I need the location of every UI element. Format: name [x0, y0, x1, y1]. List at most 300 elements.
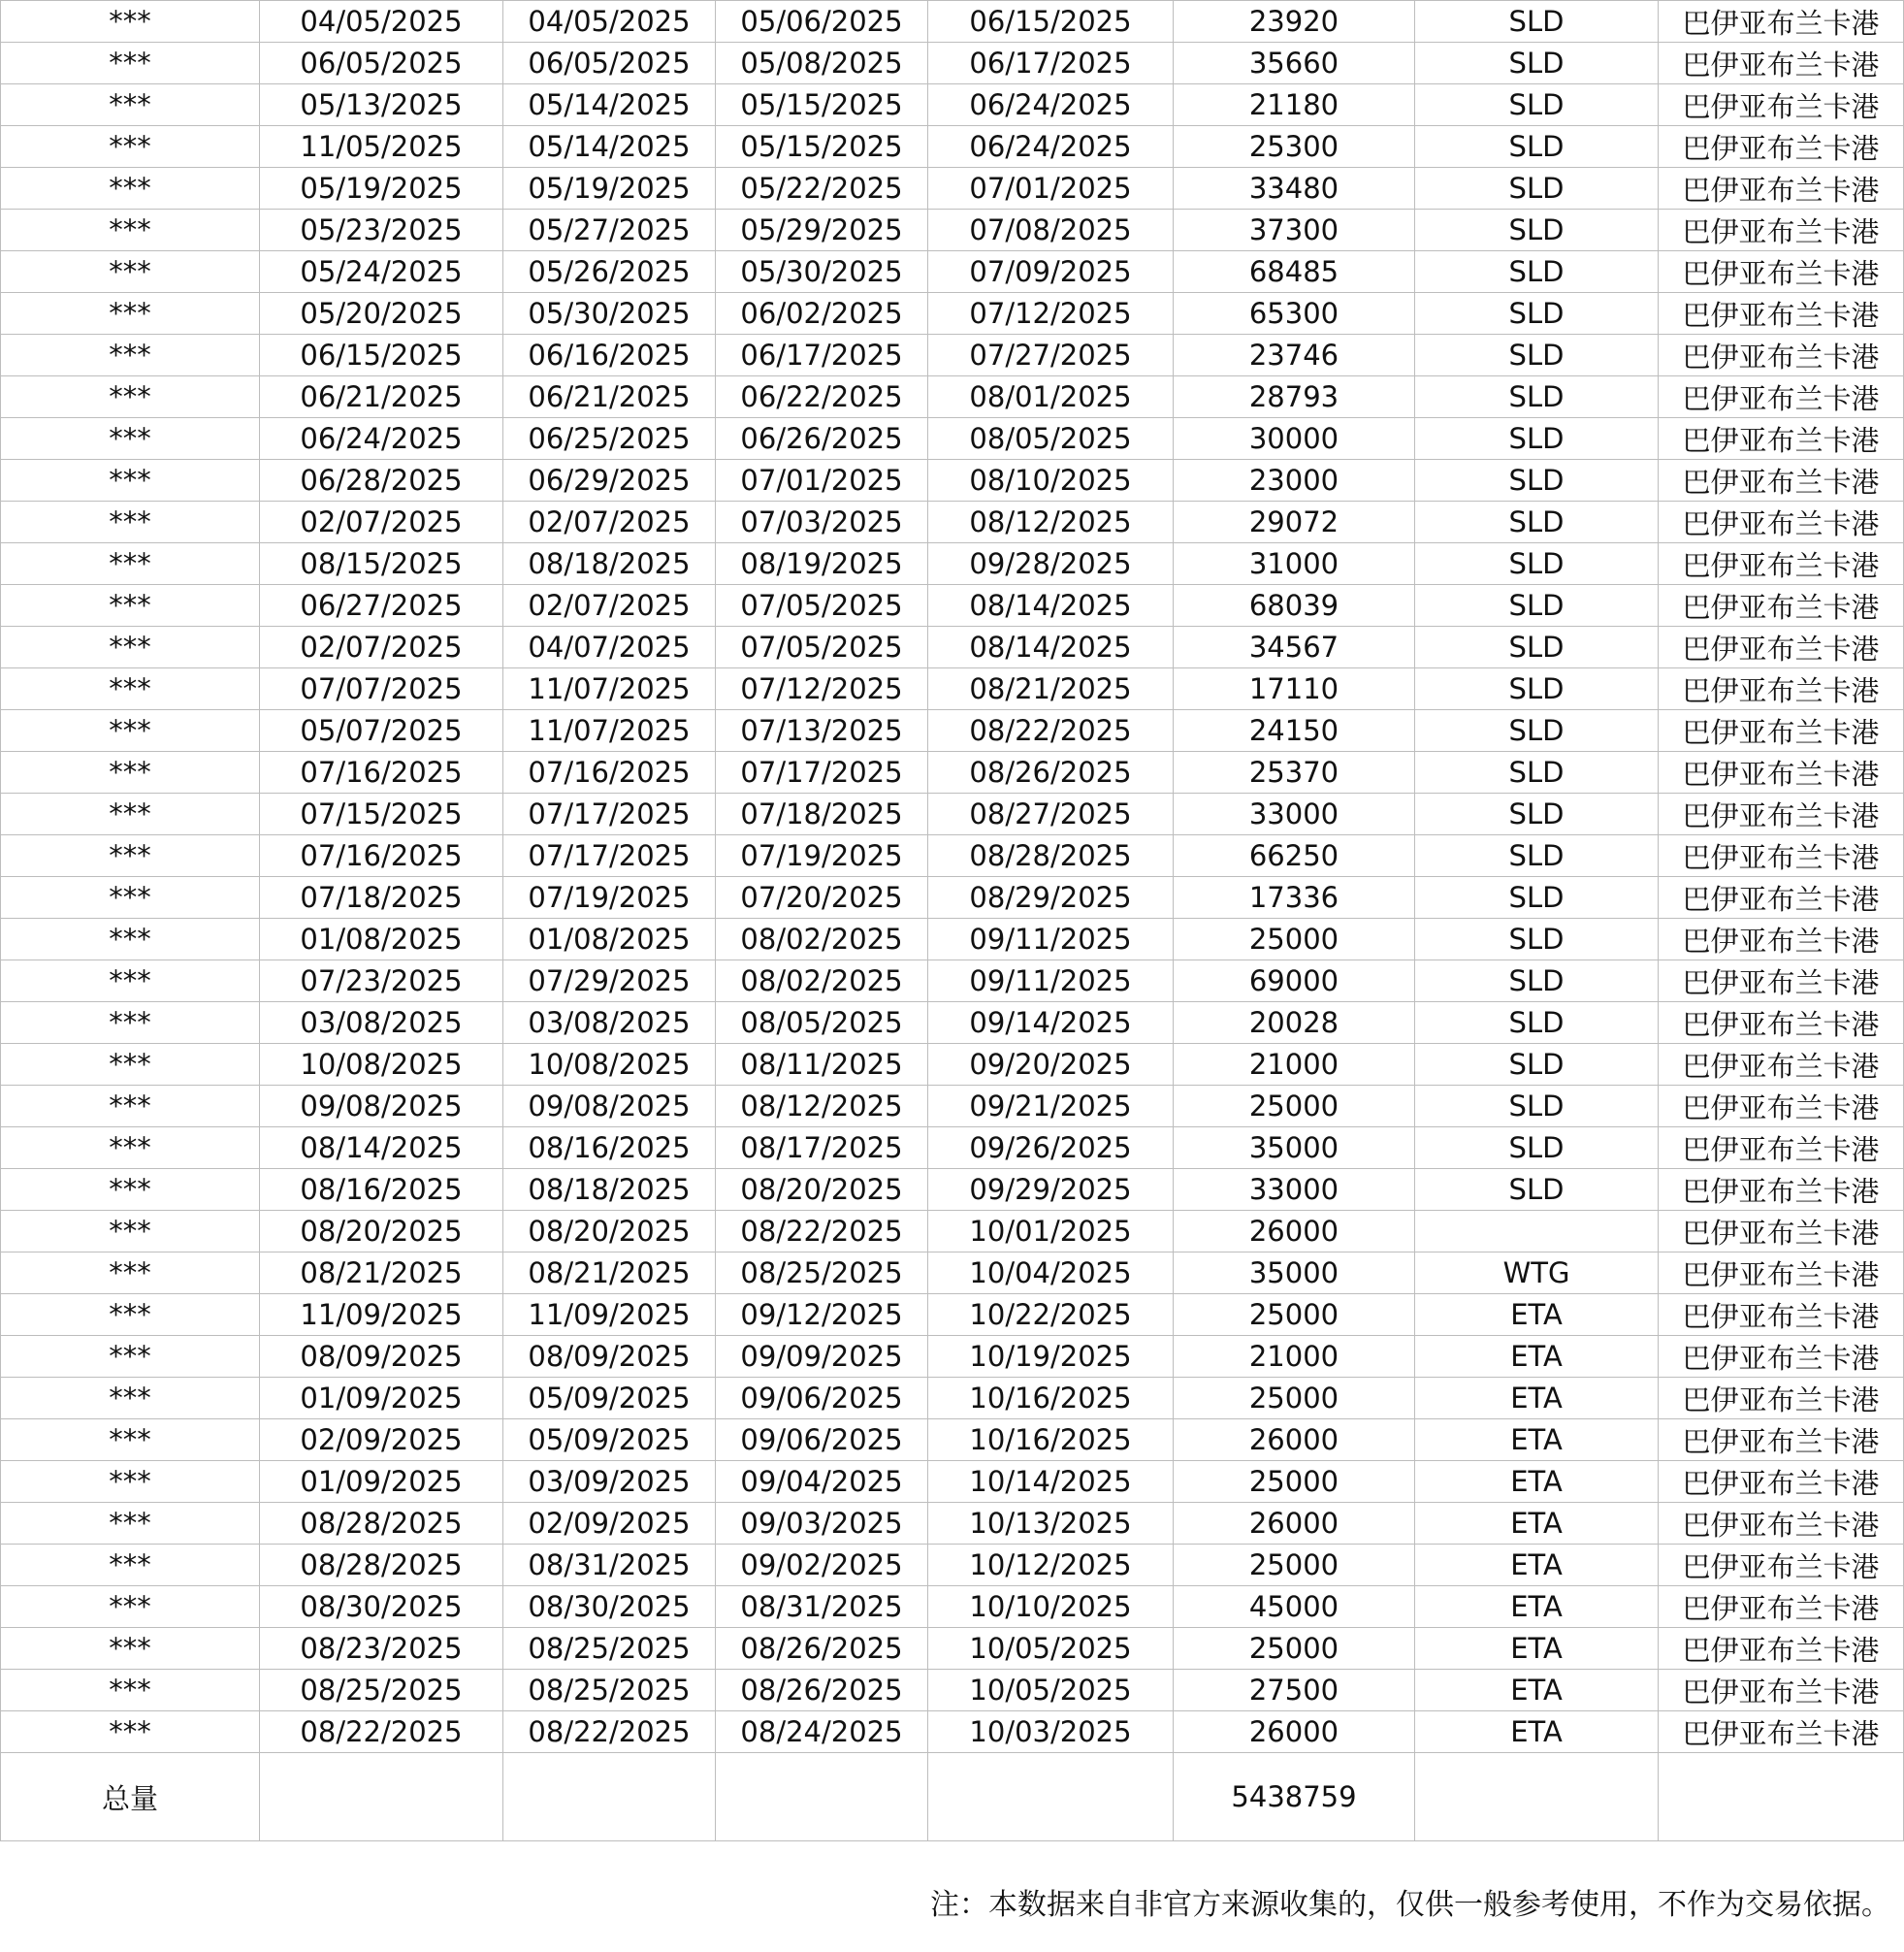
date-1-cell: 07/07/2025 — [260, 668, 503, 710]
status-cell: SLD — [1415, 919, 1659, 960]
table-row — [1, 877, 1904, 919]
masked-id-cell: *** — [1, 710, 260, 752]
port-cell: 巴伊亚布兰卡港 — [1659, 460, 1904, 502]
table-row — [1, 835, 1904, 877]
masked-id-cell: *** — [1, 502, 260, 543]
table-row — [1, 376, 1904, 418]
quantity-cell: 21180 — [1174, 84, 1415, 126]
date-4-cell: 09/14/2025 — [928, 1002, 1174, 1044]
table-row — [1, 1002, 1904, 1044]
date-3-cell: 08/31/2025 — [716, 1586, 928, 1628]
port-cell: 巴伊亚布兰卡港 — [1659, 960, 1904, 1002]
date-4-cell: 06/24/2025 — [928, 84, 1174, 126]
masked-id-cell: *** — [1, 1711, 260, 1753]
date-4-cell: 10/10/2025 — [928, 1586, 1174, 1628]
date-1-cell: 07/18/2025 — [260, 877, 503, 919]
date-4-cell: 07/27/2025 — [928, 335, 1174, 376]
date-1-cell: 09/08/2025 — [260, 1086, 503, 1127]
date-3-cell: 09/09/2025 — [716, 1336, 928, 1378]
quantity-cell: 20028 — [1174, 1002, 1415, 1044]
masked-id-cell: *** — [1, 1586, 260, 1628]
date-2-cell: 06/29/2025 — [503, 460, 716, 502]
quantity-cell: 17336 — [1174, 877, 1415, 919]
table-row — [1, 1044, 1904, 1086]
date-2-cell: 05/14/2025 — [503, 126, 716, 168]
date-2-cell: 03/09/2025 — [503, 1461, 716, 1503]
port-cell: 巴伊亚布兰卡港 — [1659, 1461, 1904, 1503]
date-4-cell: 10/16/2025 — [928, 1378, 1174, 1419]
date-2-cell: 02/07/2025 — [503, 585, 716, 627]
date-1-cell: 06/15/2025 — [260, 335, 503, 376]
date-2-cell: 02/07/2025 — [503, 502, 716, 543]
date-1-cell: 01/08/2025 — [260, 919, 503, 960]
date-2-cell: 05/09/2025 — [503, 1419, 716, 1461]
date-3-cell: 09/12/2025 — [716, 1294, 928, 1336]
status-cell: ETA — [1415, 1503, 1659, 1545]
quantity-cell: 45000 — [1174, 1586, 1415, 1628]
date-3-cell: 07/12/2025 — [716, 668, 928, 710]
port-cell: 巴伊亚布兰卡港 — [1659, 627, 1904, 668]
date-1-cell: 08/30/2025 — [260, 1586, 503, 1628]
status-cell: SLD — [1415, 1127, 1659, 1169]
date-2-cell: 04/07/2025 — [503, 627, 716, 668]
date-4-cell: 10/05/2025 — [928, 1628, 1174, 1670]
date-4-cell: 08/27/2025 — [928, 794, 1174, 835]
date-2-cell: 03/08/2025 — [503, 1002, 716, 1044]
quantity-cell: 35000 — [1174, 1127, 1415, 1169]
date-2-cell: 08/18/2025 — [503, 1169, 716, 1211]
masked-id-cell: *** — [1, 1503, 260, 1545]
table-row — [1, 627, 1904, 668]
status-cell: SLD — [1415, 1169, 1659, 1211]
date-3-cell: 08/24/2025 — [716, 1711, 928, 1753]
table-row — [1, 1670, 1904, 1711]
port-cell: 巴伊亚布兰卡港 — [1659, 1211, 1904, 1253]
date-4-cell: 10/16/2025 — [928, 1419, 1174, 1461]
date-4-cell: 10/14/2025 — [928, 1461, 1174, 1503]
table-row — [1, 84, 1904, 126]
masked-id-cell: *** — [1, 84, 260, 126]
date-3-cell: 05/06/2025 — [716, 1, 928, 43]
table-row — [1, 418, 1904, 460]
table-row — [1, 335, 1904, 376]
date-1-cell: 08/20/2025 — [260, 1211, 503, 1253]
status-cell: SLD — [1415, 335, 1659, 376]
masked-id-cell: *** — [1, 668, 260, 710]
total-quantity: 5438759 — [1174, 1753, 1415, 1841]
port-cell: 巴伊亚布兰卡港 — [1659, 1503, 1904, 1545]
masked-id-cell: *** — [1, 794, 260, 835]
date-3-cell: 07/19/2025 — [716, 835, 928, 877]
status-cell: SLD — [1415, 502, 1659, 543]
masked-id-cell: *** — [1, 1253, 260, 1294]
status-cell: SLD — [1415, 43, 1659, 84]
port-cell: 巴伊亚布兰卡港 — [1659, 585, 1904, 627]
date-4-cell: 10/05/2025 — [928, 1670, 1174, 1711]
total-empty-cell — [1415, 1753, 1659, 1841]
masked-id-cell: *** — [1, 293, 260, 335]
masked-id-cell: *** — [1, 960, 260, 1002]
date-1-cell: 06/21/2025 — [260, 376, 503, 418]
date-1-cell: 04/05/2025 — [260, 1, 503, 43]
table-row — [1, 1127, 1904, 1169]
status-cell: SLD — [1415, 1044, 1659, 1086]
date-1-cell: 08/22/2025 — [260, 1711, 503, 1753]
quantity-cell: 26000 — [1174, 1419, 1415, 1461]
date-3-cell: 05/29/2025 — [716, 210, 928, 251]
status-cell: SLD — [1415, 835, 1659, 877]
masked-id-cell: *** — [1, 585, 260, 627]
date-3-cell: 06/17/2025 — [716, 335, 928, 376]
status-cell: ETA — [1415, 1711, 1659, 1753]
port-cell: 巴伊亚布兰卡港 — [1659, 1002, 1904, 1044]
date-4-cell: 07/08/2025 — [928, 210, 1174, 251]
table-row — [1, 585, 1904, 627]
masked-id-cell: *** — [1, 1294, 260, 1336]
date-3-cell: 05/15/2025 — [716, 84, 928, 126]
date-3-cell: 07/03/2025 — [716, 502, 928, 543]
masked-id-cell: *** — [1, 376, 260, 418]
table-row — [1, 1253, 1904, 1294]
table-row — [1, 1503, 1904, 1545]
status-cell: SLD — [1415, 585, 1659, 627]
port-cell: 巴伊亚布兰卡港 — [1659, 1711, 1904, 1753]
port-cell: 巴伊亚布兰卡港 — [1659, 1253, 1904, 1294]
table-row — [1, 710, 1904, 752]
date-3-cell: 08/02/2025 — [716, 919, 928, 960]
masked-id-cell: *** — [1, 835, 260, 877]
status-cell: SLD — [1415, 126, 1659, 168]
quantity-cell: 35000 — [1174, 1253, 1415, 1294]
table-row — [1, 752, 1904, 794]
date-1-cell: 08/28/2025 — [260, 1503, 503, 1545]
table-row — [1, 1169, 1904, 1211]
status-cell: WTG — [1415, 1253, 1659, 1294]
status-cell: SLD — [1415, 210, 1659, 251]
table-row — [1, 1545, 1904, 1586]
quantity-cell: 26000 — [1174, 1711, 1415, 1753]
port-cell: 巴伊亚布兰卡港 — [1659, 919, 1904, 960]
date-2-cell: 08/09/2025 — [503, 1336, 716, 1378]
date-1-cell: 06/05/2025 — [260, 43, 503, 84]
quantity-cell: 25000 — [1174, 1628, 1415, 1670]
date-2-cell: 06/25/2025 — [503, 418, 716, 460]
status-cell: SLD — [1415, 752, 1659, 794]
date-2-cell: 05/26/2025 — [503, 251, 716, 293]
table-row — [1, 460, 1904, 502]
date-4-cell: 10/13/2025 — [928, 1503, 1174, 1545]
quantity-cell: 23746 — [1174, 335, 1415, 376]
date-1-cell: 07/16/2025 — [260, 835, 503, 877]
table-row — [1, 43, 1904, 84]
total-empty-cell — [716, 1753, 928, 1841]
total-label: 总量 — [1, 1753, 260, 1841]
date-3-cell: 09/04/2025 — [716, 1461, 928, 1503]
status-cell: SLD — [1415, 251, 1659, 293]
quantity-cell: 21000 — [1174, 1044, 1415, 1086]
date-1-cell: 06/24/2025 — [260, 418, 503, 460]
port-cell: 巴伊亚布兰卡港 — [1659, 376, 1904, 418]
masked-id-cell: *** — [1, 1545, 260, 1586]
date-1-cell: 02/07/2025 — [260, 502, 503, 543]
table-row — [1, 293, 1904, 335]
status-cell: SLD — [1415, 668, 1659, 710]
date-2-cell: 11/09/2025 — [503, 1294, 716, 1336]
total-empty-cell — [1659, 1753, 1904, 1841]
status-cell: SLD — [1415, 418, 1659, 460]
date-4-cell: 08/14/2025 — [928, 585, 1174, 627]
date-2-cell: 08/21/2025 — [503, 1253, 716, 1294]
masked-id-cell: *** — [1, 1002, 260, 1044]
quantity-cell: 23920 — [1174, 1, 1415, 43]
table-row — [1, 1, 1904, 43]
date-3-cell: 07/01/2025 — [716, 460, 928, 502]
date-2-cell: 04/05/2025 — [503, 1, 716, 43]
status-cell: SLD — [1415, 1002, 1659, 1044]
date-4-cell: 07/09/2025 — [928, 251, 1174, 293]
date-1-cell: 07/16/2025 — [260, 752, 503, 794]
table-row — [1, 1461, 1904, 1503]
port-cell: 巴伊亚布兰卡港 — [1659, 710, 1904, 752]
table-row — [1, 960, 1904, 1002]
date-1-cell: 05/13/2025 — [260, 84, 503, 126]
date-3-cell: 07/20/2025 — [716, 877, 928, 919]
date-2-cell: 06/16/2025 — [503, 335, 716, 376]
date-4-cell: 06/17/2025 — [928, 43, 1174, 84]
date-1-cell: 05/24/2025 — [260, 251, 503, 293]
date-4-cell: 10/22/2025 — [928, 1294, 1174, 1336]
quantity-cell: 68039 — [1174, 585, 1415, 627]
table-row — [1, 668, 1904, 710]
date-3-cell: 08/11/2025 — [716, 1044, 928, 1086]
port-cell: 巴伊亚布兰卡港 — [1659, 502, 1904, 543]
masked-id-cell: *** — [1, 126, 260, 168]
date-2-cell: 01/08/2025 — [503, 919, 716, 960]
status-cell: SLD — [1415, 710, 1659, 752]
date-3-cell: 08/05/2025 — [716, 1002, 928, 1044]
date-2-cell: 07/29/2025 — [503, 960, 716, 1002]
date-3-cell: 06/02/2025 — [716, 293, 928, 335]
date-2-cell: 11/07/2025 — [503, 710, 716, 752]
date-4-cell: 07/01/2025 — [928, 168, 1174, 210]
date-2-cell: 08/18/2025 — [503, 543, 716, 585]
table-row — [1, 1336, 1904, 1378]
total-empty-cell — [503, 1753, 716, 1841]
table-row — [1, 1628, 1904, 1670]
quantity-cell: 28793 — [1174, 376, 1415, 418]
port-cell: 巴伊亚布兰卡港 — [1659, 168, 1904, 210]
date-4-cell: 10/12/2025 — [928, 1545, 1174, 1586]
date-2-cell: 05/27/2025 — [503, 210, 716, 251]
date-2-cell: 08/22/2025 — [503, 1711, 716, 1753]
date-1-cell: 02/07/2025 — [260, 627, 503, 668]
masked-id-cell: *** — [1, 1378, 260, 1419]
disclaimer-note: 注：本数据来自非官方来源收集的，仅供一般参考使用，不作为交易依据。 — [930, 1888, 1890, 1922]
port-cell: 巴伊亚布兰卡港 — [1659, 1670, 1904, 1711]
port-cell: 巴伊亚布兰卡港 — [1659, 210, 1904, 251]
quantity-cell: 26000 — [1174, 1211, 1415, 1253]
port-cell: 巴伊亚布兰卡港 — [1659, 293, 1904, 335]
date-2-cell: 08/20/2025 — [503, 1211, 716, 1253]
masked-id-cell: *** — [1, 1169, 260, 1211]
quantity-cell: 17110 — [1174, 668, 1415, 710]
masked-id-cell: *** — [1, 1670, 260, 1711]
date-1-cell: 08/15/2025 — [260, 543, 503, 585]
port-cell: 巴伊亚布兰卡港 — [1659, 43, 1904, 84]
date-4-cell: 07/12/2025 — [928, 293, 1174, 335]
masked-id-cell: *** — [1, 1419, 260, 1461]
quantity-cell: 34567 — [1174, 627, 1415, 668]
quantity-cell: 25000 — [1174, 919, 1415, 960]
date-3-cell: 08/02/2025 — [716, 960, 928, 1002]
date-3-cell: 08/19/2025 — [716, 543, 928, 585]
status-cell: SLD — [1415, 627, 1659, 668]
date-2-cell: 08/25/2025 — [503, 1670, 716, 1711]
date-2-cell: 08/25/2025 — [503, 1628, 716, 1670]
date-3-cell: 08/25/2025 — [716, 1253, 928, 1294]
quantity-cell: 33480 — [1174, 168, 1415, 210]
table-row — [1, 502, 1904, 543]
port-cell: 巴伊亚布兰卡港 — [1659, 1419, 1904, 1461]
date-1-cell: 11/05/2025 — [260, 126, 503, 168]
port-cell: 巴伊亚布兰卡港 — [1659, 835, 1904, 877]
table-row — [1, 1378, 1904, 1419]
port-cell: 巴伊亚布兰卡港 — [1659, 1, 1904, 43]
masked-id-cell: *** — [1, 251, 260, 293]
date-3-cell: 07/18/2025 — [716, 794, 928, 835]
date-2-cell: 07/16/2025 — [503, 752, 716, 794]
date-1-cell: 05/23/2025 — [260, 210, 503, 251]
date-4-cell: 09/20/2025 — [928, 1044, 1174, 1086]
quantity-cell: 35660 — [1174, 43, 1415, 84]
status-cell: SLD — [1415, 376, 1659, 418]
masked-id-cell: *** — [1, 460, 260, 502]
port-cell: 巴伊亚布兰卡港 — [1659, 1294, 1904, 1336]
date-2-cell: 07/19/2025 — [503, 877, 716, 919]
quantity-cell: 37300 — [1174, 210, 1415, 251]
table-row — [1, 543, 1904, 585]
quantity-cell: 30000 — [1174, 418, 1415, 460]
date-3-cell: 06/22/2025 — [716, 376, 928, 418]
masked-id-cell: *** — [1, 1127, 260, 1169]
date-1-cell: 08/25/2025 — [260, 1670, 503, 1711]
date-4-cell: 08/21/2025 — [928, 668, 1174, 710]
status-cell: ETA — [1415, 1336, 1659, 1378]
date-4-cell: 09/21/2025 — [928, 1086, 1174, 1127]
status-cell: ETA — [1415, 1294, 1659, 1336]
quantity-cell: 24150 — [1174, 710, 1415, 752]
quantity-cell: 33000 — [1174, 1169, 1415, 1211]
date-1-cell: 01/09/2025 — [260, 1461, 503, 1503]
table-row — [1, 168, 1904, 210]
masked-id-cell: *** — [1, 210, 260, 251]
masked-id-cell: *** — [1, 168, 260, 210]
status-cell: ETA — [1415, 1670, 1659, 1711]
date-2-cell: 06/21/2025 — [503, 376, 716, 418]
quantity-cell: 33000 — [1174, 794, 1415, 835]
date-3-cell: 07/17/2025 — [716, 752, 928, 794]
status-cell: SLD — [1415, 293, 1659, 335]
quantity-cell: 27500 — [1174, 1670, 1415, 1711]
table-row — [1, 126, 1904, 168]
date-2-cell: 07/17/2025 — [503, 794, 716, 835]
status-cell: SLD — [1415, 543, 1659, 585]
date-4-cell: 09/11/2025 — [928, 919, 1174, 960]
quantity-cell: 26000 — [1174, 1503, 1415, 1545]
date-3-cell: 08/22/2025 — [716, 1211, 928, 1253]
table-row — [1, 794, 1904, 835]
date-4-cell: 08/01/2025 — [928, 376, 1174, 418]
date-1-cell: 10/08/2025 — [260, 1044, 503, 1086]
date-3-cell: 09/02/2025 — [716, 1545, 928, 1586]
date-3-cell: 09/06/2025 — [716, 1419, 928, 1461]
quantity-cell: 23000 — [1174, 460, 1415, 502]
quantity-cell: 25000 — [1174, 1378, 1415, 1419]
date-2-cell: 05/30/2025 — [503, 293, 716, 335]
quantity-cell: 25000 — [1174, 1294, 1415, 1336]
port-cell: 巴伊亚布兰卡港 — [1659, 251, 1904, 293]
port-cell: 巴伊亚布兰卡港 — [1659, 1378, 1904, 1419]
table-row — [1, 1211, 1904, 1253]
date-2-cell: 07/17/2025 — [503, 835, 716, 877]
port-cell: 巴伊亚布兰卡港 — [1659, 1086, 1904, 1127]
table-row — [1, 1294, 1904, 1336]
date-1-cell: 08/16/2025 — [260, 1169, 503, 1211]
masked-id-cell: *** — [1, 752, 260, 794]
port-cell: 巴伊亚布兰卡港 — [1659, 1169, 1904, 1211]
date-4-cell: 10/19/2025 — [928, 1336, 1174, 1378]
date-1-cell: 02/09/2025 — [260, 1419, 503, 1461]
quantity-cell: 29072 — [1174, 502, 1415, 543]
date-1-cell: 01/09/2025 — [260, 1378, 503, 1419]
date-4-cell: 10/03/2025 — [928, 1711, 1174, 1753]
date-3-cell: 07/13/2025 — [716, 710, 928, 752]
table-row — [1, 1586, 1904, 1628]
quantity-cell: 21000 — [1174, 1336, 1415, 1378]
date-4-cell: 09/28/2025 — [928, 543, 1174, 585]
date-3-cell: 06/26/2025 — [716, 418, 928, 460]
masked-id-cell: *** — [1, 877, 260, 919]
status-cell: SLD — [1415, 168, 1659, 210]
date-2-cell: 08/31/2025 — [503, 1545, 716, 1586]
date-3-cell: 05/30/2025 — [716, 251, 928, 293]
table-body — [1, 1, 1904, 1841]
date-3-cell: 08/26/2025 — [716, 1628, 928, 1670]
date-1-cell: 08/28/2025 — [260, 1545, 503, 1586]
masked-id-cell: *** — [1, 1086, 260, 1127]
date-3-cell: 05/22/2025 — [716, 168, 928, 210]
date-1-cell: 07/23/2025 — [260, 960, 503, 1002]
date-4-cell: 08/22/2025 — [928, 710, 1174, 752]
date-4-cell: 09/11/2025 — [928, 960, 1174, 1002]
port-cell: 巴伊亚布兰卡港 — [1659, 668, 1904, 710]
date-3-cell: 05/15/2025 — [716, 126, 928, 168]
date-3-cell: 09/06/2025 — [716, 1378, 928, 1419]
date-4-cell: 08/05/2025 — [928, 418, 1174, 460]
date-3-cell: 08/20/2025 — [716, 1169, 928, 1211]
port-cell: 巴伊亚布兰卡港 — [1659, 1586, 1904, 1628]
port-cell: 巴伊亚布兰卡港 — [1659, 335, 1904, 376]
date-4-cell: 10/04/2025 — [928, 1253, 1174, 1294]
quantity-cell: 25000 — [1174, 1461, 1415, 1503]
quantity-cell: 68485 — [1174, 251, 1415, 293]
status-cell: SLD — [1415, 460, 1659, 502]
status-cell: SLD — [1415, 877, 1659, 919]
port-cell: 巴伊亚布兰卡港 — [1659, 1628, 1904, 1670]
status-cell: SLD — [1415, 1, 1659, 43]
date-3-cell: 08/17/2025 — [716, 1127, 928, 1169]
port-cell: 巴伊亚布兰卡港 — [1659, 126, 1904, 168]
